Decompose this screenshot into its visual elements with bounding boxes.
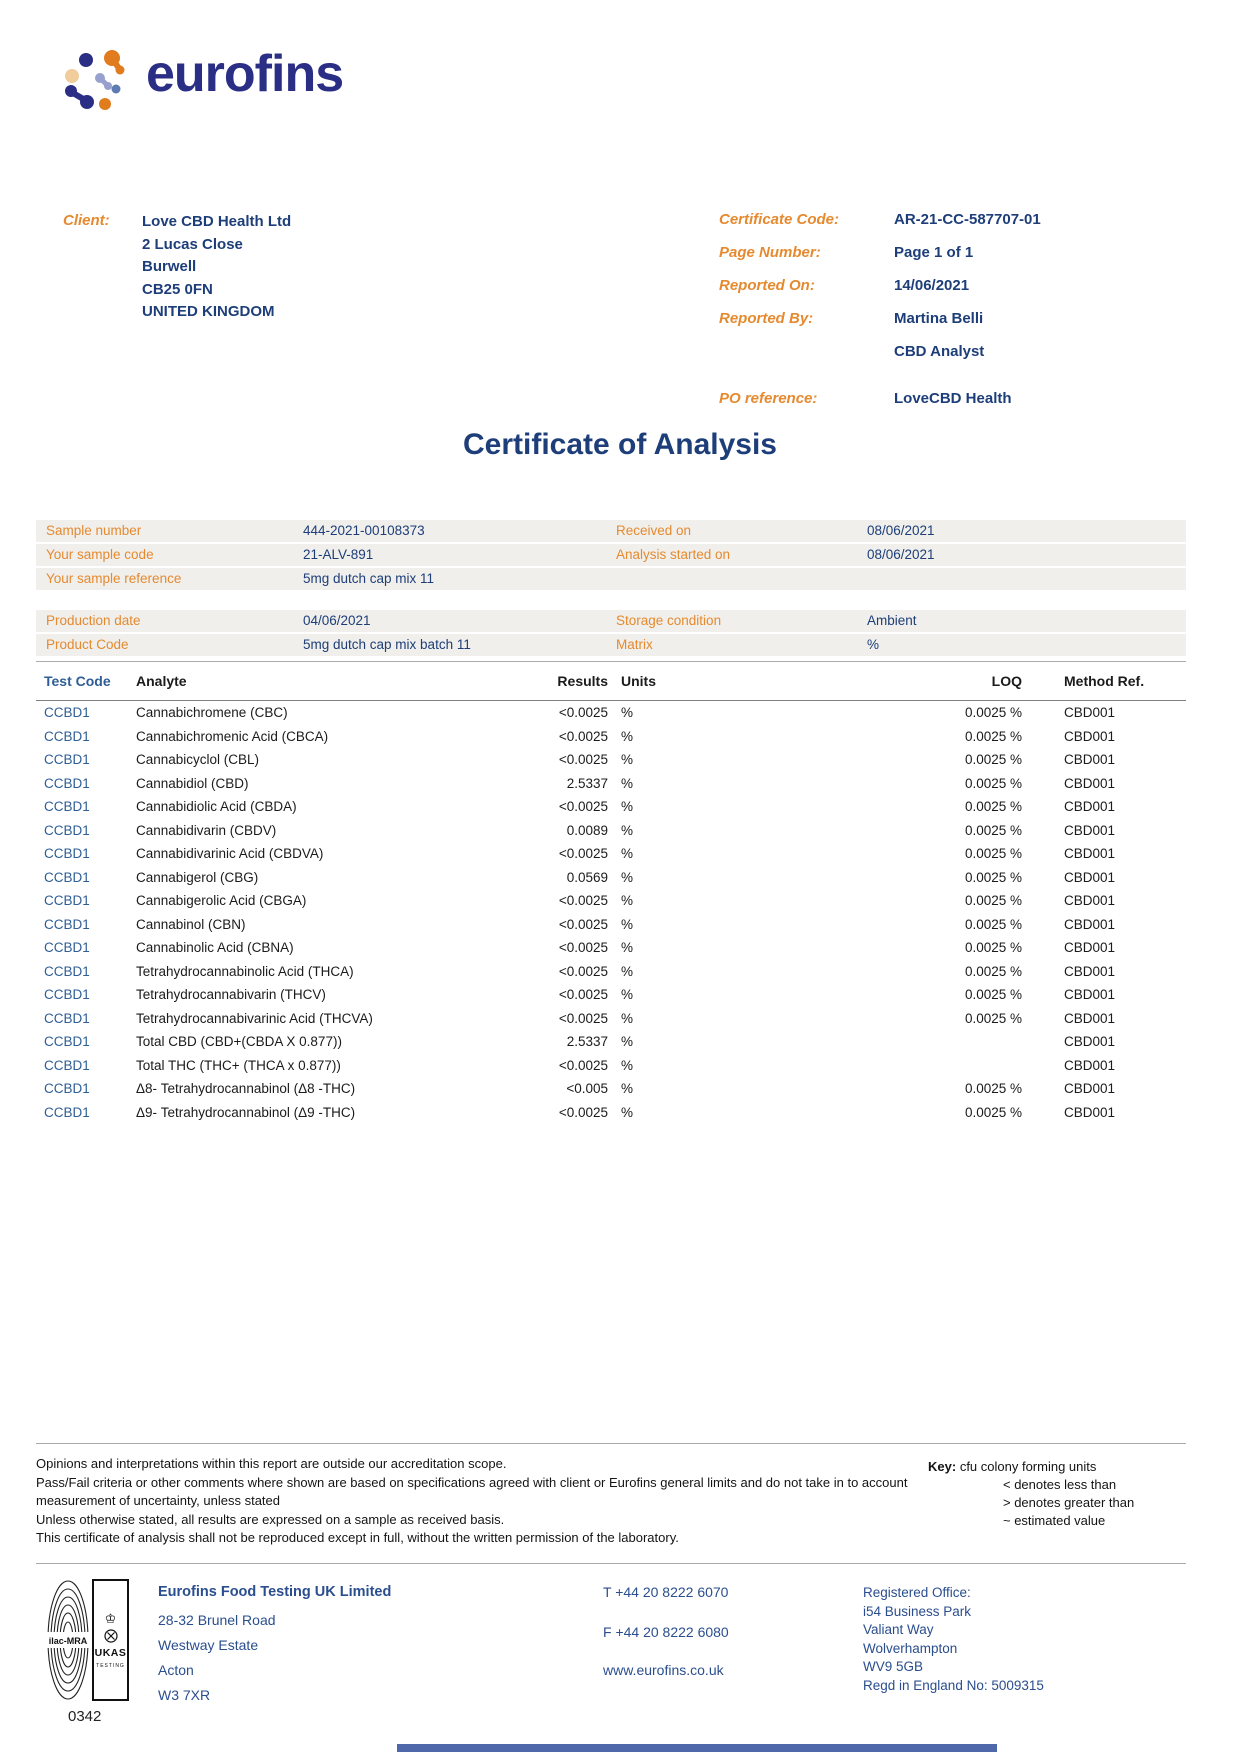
certificate-code-label: Certificate Code: (719, 211, 840, 228)
footer-registered-line: Wolverhampton (863, 1640, 958, 1656)
footer-address-line: Westway Estate (158, 1637, 259, 1653)
footer-fax: F +44 20 8222 6080 (603, 1624, 729, 1640)
info-label: Production date (46, 613, 141, 628)
cell-units: % (621, 752, 634, 767)
po-reference-row (719, 390, 1012, 407)
key-item: < denotes less than (1003, 1477, 1117, 1492)
cell-result: <0.0025 (558, 728, 608, 744)
cell-loq (666, 1054, 1022, 1078)
ukas-label: UKAS (94, 1646, 127, 1659)
cell-method-ref: CBD001 (1064, 963, 1116, 979)
cell-test-code: CCBD1 (44, 1010, 90, 1026)
footer-registered-line: Regd in England No: 5009315 (863, 1677, 1044, 1693)
cell-loq (666, 1030, 1022, 1054)
cell-test-code: CCBD1 (44, 893, 90, 908)
cell-method-ref: CBD001 (1064, 705, 1116, 720)
table-row (36, 1030, 1186, 1054)
cell-result: 0.0569 (566, 869, 608, 885)
cell-test-code: CCBD1 (44, 799, 90, 814)
ukas-sub-label: TESTING (96, 1662, 125, 1669)
report-info-row (719, 277, 1189, 310)
footer-divider (36, 1563, 1186, 1564)
header-method-ref: Method Ref. (1064, 673, 1145, 689)
info-label: Matrix (616, 637, 653, 652)
client-address-line: CB25 0FN (142, 280, 213, 298)
cell-loq: 0.0025 % (964, 822, 1022, 838)
cell-loq: 0.0025 % (964, 893, 1022, 908)
ukas-emblem-icon (104, 1629, 118, 1643)
report-info-row (719, 244, 1189, 277)
cell-units: % (621, 869, 634, 885)
cell-loq: 0.0025 % (964, 940, 1022, 955)
info-label: Your sample code (46, 547, 154, 562)
info-label: Received on (616, 523, 692, 538)
cell-units: % (621, 822, 634, 838)
cell-method-ref: CBD001 (1064, 846, 1116, 861)
info-value: Ambient (867, 613, 917, 628)
table-row (36, 1101, 1186, 1125)
table-row (36, 983, 1186, 1007)
cell-result: <0.0025 (558, 705, 608, 720)
footer-website: www.eurofins.co.uk (603, 1662, 724, 1678)
cell-result: <0.0025 (558, 916, 608, 932)
sample-info-row (36, 544, 1186, 568)
header-units: Units (621, 673, 656, 689)
info-value: 21-ALV-891 (303, 547, 374, 562)
ukas-testing-stamp-icon (92, 1579, 129, 1701)
cell-test-code: CCBD1 (44, 963, 90, 979)
ukas-accreditation-number: 0342 (68, 1708, 102, 1725)
cell-units: % (621, 1081, 634, 1096)
cell-loq: 0.0025 % (964, 752, 1022, 767)
cell-result: <0.0025 (558, 987, 608, 1002)
info-label: Analysis started on (616, 547, 731, 562)
info-value: 5mg dutch cap mix 11 (303, 571, 435, 586)
disclaimer (36, 1455, 916, 1548)
results-table-body (36, 701, 1186, 1124)
cell-method-ref: CBD001 (1064, 1034, 1116, 1049)
table-row (36, 701, 1186, 725)
svg-text:ilac-MRA: ilac-MRA (48, 1636, 88, 1646)
cell-analyte: Total CBD (CBD+(CBDA X 0.877)) (136, 1034, 342, 1049)
disclaimer-line: This certificate of analysis shall not be reproduced except in full, without the written permission of the laboratory. (36, 1530, 679, 1545)
client-address (142, 211, 291, 324)
client-address-line: UNITED KINGDOM (142, 303, 275, 320)
table-row (36, 1054, 1186, 1078)
cell-loq: 0.0025 % (964, 775, 1022, 791)
cell-analyte: Cannabichromene (CBC) (136, 705, 288, 720)
reported-by-value: Martina Belli (894, 310, 984, 327)
report-info-row (719, 343, 1189, 376)
sample-info-row (36, 520, 1186, 544)
cell-result: <0.0025 (558, 799, 608, 814)
cell-method-ref: CBD001 (1064, 893, 1116, 908)
footer-registered-line: WV9 5GB (863, 1659, 924, 1674)
eurofins-logo-text: eurofins (146, 45, 344, 103)
cell-units: % (621, 1010, 634, 1026)
footer-registered-line: Valiant Way (863, 1622, 934, 1637)
table-row (36, 725, 1186, 749)
info-label: Product Code (46, 637, 129, 652)
cell-result: 2.5337 (566, 775, 608, 791)
reported-on-value: 14/06/2021 (894, 277, 970, 294)
table-row (36, 936, 1186, 960)
ilac-mra-stamp-icon (46, 1578, 90, 1702)
cell-units: % (621, 916, 634, 932)
reported-by-role-label (719, 343, 894, 376)
cell-units: % (621, 987, 634, 1002)
table-row (36, 889, 1186, 913)
cell-method-ref: CBD001 (1064, 1057, 1116, 1073)
cell-method-ref: CBD001 (1064, 822, 1116, 838)
disclaimer-line: Opinions and interpretations within this report are outside our accreditation scope. (36, 1456, 507, 1471)
cell-loq: 0.0025 % (964, 846, 1022, 861)
reported-on-label: Reported On: (719, 277, 815, 294)
cell-test-code: CCBD1 (44, 846, 90, 861)
reported-by-label: Reported By: (719, 310, 814, 327)
footer-address-line: Acton (158, 1662, 194, 1678)
disclaimer-line: Pass/Fail criteria or other comments where shown are based on specifications agreed with client or Eurofins general limits and do not take in to account measurement of uncertainty, unless stated (36, 1474, 908, 1508)
sample-info-block (36, 520, 1186, 592)
cell-loq: 0.0025 % (964, 869, 1022, 885)
header-analyte: Analyte (136, 673, 187, 689)
cell-test-code: CCBD1 (44, 1057, 90, 1073)
cell-units: % (621, 963, 634, 979)
results-table-header (36, 661, 1186, 701)
cell-analyte: Cannabinol (CBN) (136, 916, 246, 932)
table-row (36, 748, 1186, 772)
client-address-line: Burwell (142, 258, 197, 275)
cell-result: <0.0025 (558, 963, 608, 979)
key-label: Key: (928, 1459, 957, 1474)
cell-result: <0.0025 (558, 752, 608, 767)
cell-units: % (621, 1104, 634, 1120)
cell-loq: 0.0025 % (964, 728, 1022, 744)
info-value: 08/06/2021 (867, 547, 935, 562)
footer-registered-line: i54 Business Park (863, 1603, 972, 1619)
disclaimer-divider (36, 1443, 1186, 1444)
cell-method-ref: CBD001 (1064, 1104, 1116, 1120)
cell-test-code: CCBD1 (44, 1081, 90, 1096)
report-info-row (719, 211, 1189, 244)
cell-method-ref: CBD001 (1064, 987, 1116, 1002)
cell-loq: 0.0025 % (964, 1081, 1022, 1096)
disclaimer-line: Unless otherwise stated, all results are expressed on a sample as received basis. (36, 1511, 505, 1527)
production-info-block (36, 610, 1186, 658)
cell-analyte: Cannabicyclol (CBL) (136, 752, 260, 767)
cell-analyte: Cannabidivarinic Acid (CBDVA) (136, 846, 324, 861)
cell-result: 0.0089 (566, 822, 608, 838)
cell-analyte: Tetrahydrocannabivarin (THCV) (136, 987, 326, 1002)
page-number-value: Page 1 of 1 (894, 244, 974, 261)
certificate-code-value: AR-21-CC-587707-01 (894, 211, 1041, 228)
cell-loq: 0.0025 % (964, 705, 1022, 720)
cell-loq: 0.0025 % (964, 1104, 1022, 1120)
table-row (36, 866, 1186, 890)
cell-method-ref: CBD001 (1064, 1010, 1116, 1026)
table-row (36, 795, 1186, 819)
po-reference-value: LoveCBD Health (894, 390, 1012, 407)
table-row (36, 1077, 1186, 1101)
sample-info-row (36, 568, 1186, 592)
info-value: 5mg dutch cap mix batch 11 (303, 637, 471, 652)
table-row (36, 960, 1186, 984)
footer-address (158, 1608, 276, 1708)
production-info-row (36, 634, 1186, 658)
page-title: Certificate of Analysis (463, 428, 777, 461)
cell-test-code: CCBD1 (44, 869, 90, 885)
cell-units: % (621, 1057, 634, 1073)
cell-analyte: Cannabidiol (CBD) (136, 775, 249, 791)
cell-loq: 0.0025 % (964, 1010, 1022, 1026)
table-row (36, 842, 1186, 866)
table-row (36, 1007, 1186, 1031)
cell-method-ref: CBD001 (1064, 1081, 1116, 1096)
info-value: 444-2021-00108373 (303, 523, 425, 538)
cell-method-ref: CBD001 (1064, 869, 1116, 885)
cell-test-code: CCBD1 (44, 1104, 90, 1120)
header-test-code: Test Code (44, 673, 111, 689)
key-first-line (928, 1458, 1134, 1476)
info-label: Sample number (46, 523, 142, 538)
cell-method-ref: CBD001 (1064, 728, 1116, 744)
cell-result: <0.0025 (558, 1104, 608, 1120)
cell-result: <0.0025 (558, 1010, 608, 1026)
info-label: Your sample reference (46, 571, 182, 586)
cell-analyte: Δ8- Tetrahydrocannabinol (Δ8 -THC) (136, 1081, 356, 1096)
footer-registered-office (863, 1584, 1044, 1695)
cell-units: % (621, 940, 634, 955)
cell-test-code: CCBD1 (44, 1034, 90, 1049)
cell-units: % (621, 728, 634, 744)
header-results: Results (557, 673, 608, 689)
cell-method-ref: CBD001 (1064, 799, 1116, 814)
cell-units: % (621, 893, 634, 908)
cell-method-ref: CBD001 (1064, 752, 1116, 767)
report-info (719, 211, 1189, 376)
production-info-row (36, 610, 1186, 634)
cell-test-code: CCBD1 (44, 728, 90, 744)
cell-loq: 0.0025 % (964, 963, 1022, 979)
cell-analyte: Cannabigerolic Acid (CBGA) (136, 893, 307, 908)
cell-test-code: CCBD1 (44, 987, 90, 1002)
client-address-line: Love CBD Health Ltd (142, 213, 292, 230)
reported-by-role-value: CBD Analyst (894, 343, 985, 360)
cell-analyte: Total THC (THC+ (THCA x 0.877)) (136, 1057, 341, 1073)
cell-analyte: Cannabichromenic Acid (CBCA) (136, 728, 329, 744)
table-row (36, 913, 1186, 937)
cell-test-code: CCBD1 (44, 775, 90, 791)
cell-analyte: Cannabinolic Acid (CBNA) (136, 940, 294, 955)
client-label: Client: (63, 212, 110, 229)
cell-analyte: Cannabidiolic Acid (CBDA) (136, 799, 297, 814)
info-value: 04/06/2021 (303, 613, 371, 628)
table-row (36, 772, 1186, 796)
cell-units: % (621, 775, 634, 791)
cell-loq: 0.0025 % (964, 799, 1022, 814)
footer-address-line: 28-32 Brunel Road (158, 1612, 276, 1628)
cell-units: % (621, 846, 634, 861)
cell-method-ref: CBD001 (1064, 775, 1116, 791)
cell-test-code: CCBD1 (44, 822, 90, 838)
cell-result: 2.5337 (566, 1034, 608, 1049)
key-block (928, 1458, 1134, 1530)
cell-analyte: Δ9- Tetrahydrocannabinol (Δ9 -THC) (136, 1104, 356, 1120)
cell-method-ref: CBD001 (1064, 940, 1116, 955)
page-number-label: Page Number: (719, 244, 821, 261)
eurofins-logo-icon (60, 46, 132, 116)
cell-units: % (621, 1034, 634, 1049)
cell-analyte: Cannabidivarin (CBDV) (136, 822, 277, 838)
cell-result: <0.0025 (558, 846, 608, 861)
footer-address-line: W3 7XR (158, 1687, 211, 1703)
cell-units: % (621, 799, 634, 814)
info-label: Storage condition (616, 613, 722, 628)
info-value: % (867, 637, 880, 652)
report-info-row (719, 310, 1189, 343)
crown-icon: ♔ (104, 1610, 117, 1626)
cell-test-code: CCBD1 (44, 705, 90, 720)
cell-test-code: CCBD1 (44, 752, 90, 767)
key-item: ~ estimated value (1003, 1513, 1106, 1528)
footer-registered-line: Registered Office: (863, 1585, 971, 1600)
cell-result: <0.0025 (558, 893, 608, 908)
cell-test-code: CCBD1 (44, 916, 90, 932)
cell-loq: 0.0025 % (964, 916, 1022, 932)
bottom-bar (397, 1744, 997, 1752)
footer-company-name: Eurofins Food Testing UK Limited (158, 1584, 392, 1600)
cell-result: <0.0025 (558, 1057, 608, 1073)
info-value: 08/06/2021 (867, 523, 935, 538)
cell-units: % (621, 705, 634, 720)
cell-result: <0.005 (566, 1081, 608, 1096)
cell-analyte: Cannabigerol (CBG) (136, 869, 259, 885)
footer-phone: T +44 20 8222 6070 (603, 1584, 729, 1600)
key-cfu-text: cfu colony forming units (959, 1459, 1097, 1474)
cell-result: <0.0025 (558, 940, 608, 955)
po-reference-label: PO reference: (719, 390, 818, 407)
cell-test-code: CCBD1 (44, 940, 90, 955)
cell-analyte: Tetrahydrocannabivarinic Acid (THCVA) (136, 1010, 373, 1026)
key-item: > denotes greater than (1003, 1495, 1135, 1510)
cell-analyte: Tetrahydrocannabinolic Acid (THCA) (136, 963, 354, 979)
table-row (36, 819, 1186, 843)
client-address-line: 2 Lucas Close (142, 235, 243, 253)
cell-method-ref: CBD001 (1064, 916, 1116, 932)
cell-loq: 0.0025 % (964, 987, 1022, 1002)
header-loq: LOQ (991, 673, 1022, 689)
